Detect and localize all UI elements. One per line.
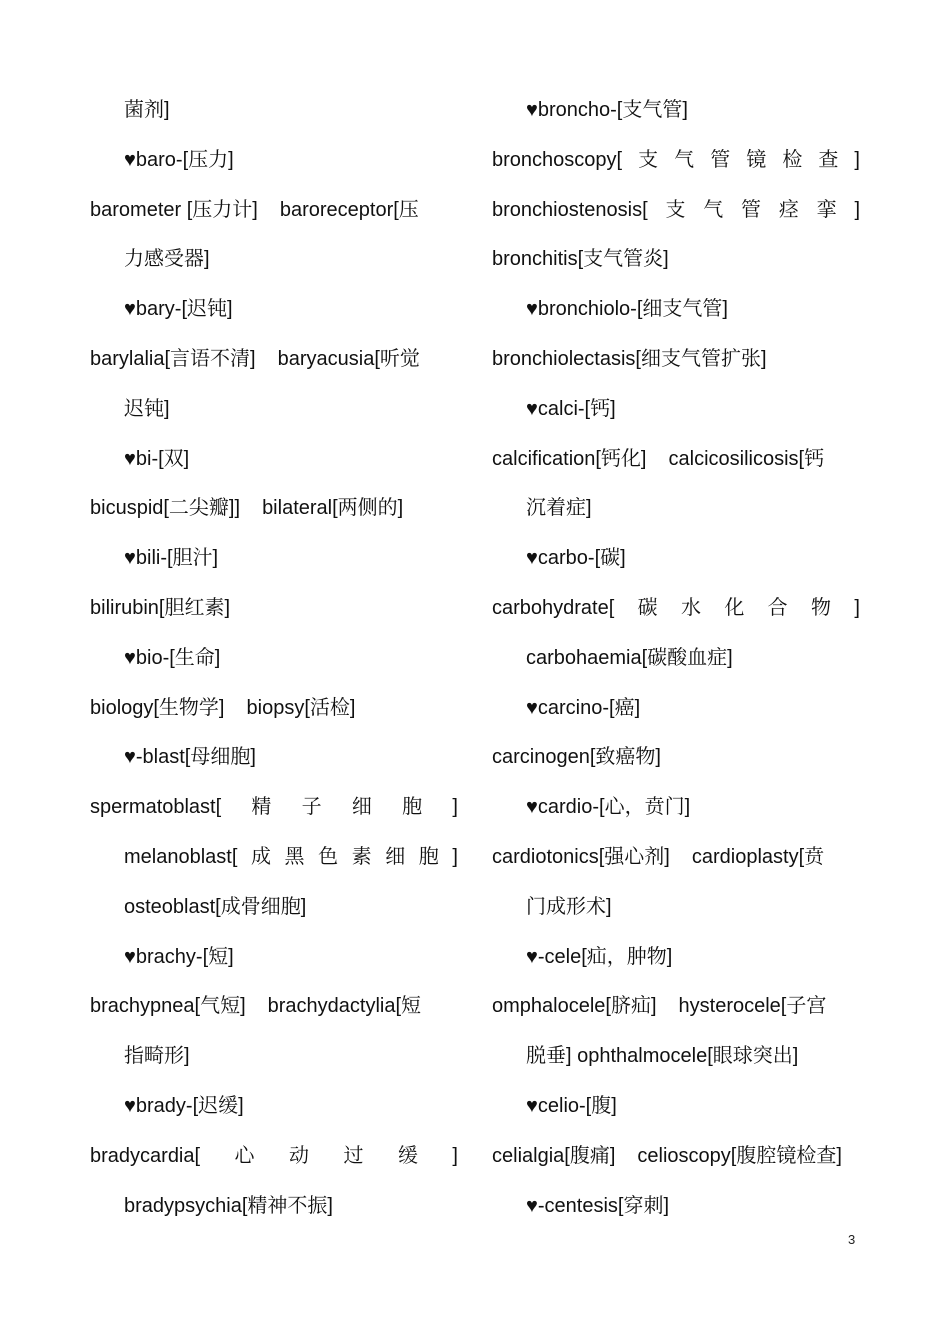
entry-line: ♥bio-[生命] xyxy=(124,646,221,669)
entry-line xyxy=(90,684,458,734)
entry-line: bradypsychia[精神不振] xyxy=(124,1194,333,1217)
justified-entry-line xyxy=(492,584,860,634)
term-token: 胞 xyxy=(402,796,423,819)
term-token: 胞 xyxy=(418,845,439,868)
term-token: ] xyxy=(452,1144,458,1167)
term-entry: hysterocele[子宫 xyxy=(678,995,827,1018)
entry-line: 菌剂] xyxy=(124,99,170,121)
term-token: 素 xyxy=(351,845,372,868)
term-token: melanoblast[ xyxy=(124,845,238,868)
entry-line: ♥brachy-[短] xyxy=(124,945,234,968)
term-token: bronchiostenosis[ xyxy=(492,198,648,221)
entry-line xyxy=(90,484,458,534)
entry-line: ♥brady-[迟缓] xyxy=(124,1094,244,1117)
term-token: 气 xyxy=(674,148,695,171)
term-token: 成 xyxy=(250,845,271,868)
term-token: 查 xyxy=(818,148,839,171)
justified-entry-line xyxy=(492,136,860,186)
term-token: 动 xyxy=(289,1144,309,1167)
entry-line xyxy=(492,1132,860,1182)
entry-line: ♥bary-[迟钝] xyxy=(124,298,233,321)
page-number: 3 xyxy=(848,1232,856,1247)
term-token: carbohydrate[ xyxy=(492,596,615,619)
entry-line xyxy=(492,733,860,783)
entry-line: 脱垂] ophthalmocele[眼球突出] xyxy=(526,1045,799,1068)
entry-line: ♥carcino-[癌] xyxy=(526,696,641,719)
term-token: 水 xyxy=(680,596,701,619)
term-entry: cardiotonics[强心剂] xyxy=(492,845,670,868)
term-entry: brachypnea[气短] xyxy=(90,995,246,1018)
term-token: 细 xyxy=(351,796,372,819)
entry-line xyxy=(90,335,458,385)
term-entry: celialgia[腹痛] xyxy=(492,1144,616,1167)
term-token: 镜 xyxy=(746,148,767,171)
term-entry: baryacusia[听觉 xyxy=(277,347,420,370)
term-token: 缓 xyxy=(397,1144,418,1167)
entry-line: ♥-blast[母细胞] xyxy=(124,746,256,769)
term-token: 挛 xyxy=(816,198,837,221)
term-entry: carcinogen[致癌物] xyxy=(492,746,661,769)
term-entry: barometer [压力计] xyxy=(90,198,258,221)
term-entry: celioscopy[腹腔镜检查] xyxy=(637,1144,842,1167)
entry-line: ♥bronchiolo-[细支气管] xyxy=(526,298,728,321)
entry-line xyxy=(492,833,860,883)
entry-line: ♥calci-[钙] xyxy=(526,397,616,420)
entry-line: carbohaemia[碳酸血症] xyxy=(526,646,733,669)
term-token: 细 xyxy=(385,845,406,868)
justified-entry-line xyxy=(90,1132,458,1182)
term-token: ] xyxy=(452,796,458,819)
term-token: ] xyxy=(854,198,860,221)
term-entry: brachydactylia[短 xyxy=(267,995,422,1018)
term-token: 管 xyxy=(710,148,731,171)
term-entry: bronchitis[支气管炎] xyxy=(492,248,669,271)
term-token: spermatoblast[ xyxy=(90,796,222,819)
term-entry: calcification[钙化] xyxy=(492,447,647,470)
entry-line: 门成形术] xyxy=(526,895,612,918)
justified-entry-line xyxy=(90,783,458,833)
term-token: 支 xyxy=(665,198,686,221)
term-token: 检 xyxy=(782,148,803,171)
term-entry: bilirubin[胆红素] xyxy=(90,596,231,619)
justified-entry-line xyxy=(492,186,860,236)
entry-line: ♥cardio-[心，贲门] xyxy=(526,796,691,819)
term-token: 心 xyxy=(234,1144,255,1167)
term-token: ] xyxy=(854,148,860,171)
entry-line: ♥bili-[胆汁] xyxy=(124,547,219,570)
term-token: 色 xyxy=(318,845,339,868)
entry-line: ♥baro-[压力] xyxy=(124,148,234,171)
entry-line: ♥celio-[腹] xyxy=(526,1094,617,1117)
term-token: 物 xyxy=(811,596,832,619)
right-column xyxy=(492,86,860,1231)
entry-line xyxy=(90,186,458,236)
term-entry: barylalia[言语不清] xyxy=(90,347,256,370)
entry-line: ♥bi-[双] xyxy=(124,447,190,470)
term-token: 合 xyxy=(767,596,788,619)
entry-line xyxy=(492,435,860,485)
term-entry: bilateral[两侧的] xyxy=(262,497,404,520)
entry-line xyxy=(492,235,860,285)
term-entry: omphalocele[脐疝] xyxy=(492,995,657,1018)
entry-line: ♥-centesis[穿刺] xyxy=(526,1194,670,1217)
entry-line: ♥carbo-[碳] xyxy=(526,547,626,570)
entry-line: 指畸形] xyxy=(124,1045,190,1068)
term-token: 精 xyxy=(251,796,272,819)
entry-line xyxy=(492,982,860,1032)
term-entry: cardioplasty[贲 xyxy=(691,845,825,868)
term-token: 子 xyxy=(301,796,322,819)
entry-line: osteoblast[成骨细胞] xyxy=(124,895,307,918)
left-column xyxy=(90,86,458,1231)
entry-line xyxy=(90,584,458,634)
entry-line: 迟钝] xyxy=(124,397,170,420)
term-entry: bicuspid[二尖瓣]] xyxy=(90,497,241,520)
entry-line xyxy=(492,335,860,385)
term-token: 碳 xyxy=(637,596,658,619)
term-token: 化 xyxy=(724,596,745,619)
term-token: 过 xyxy=(343,1144,364,1167)
entry-line: ♥broncho-[支气管] xyxy=(526,99,688,121)
term-token: 黑 xyxy=(284,845,305,868)
term-token: bronchoscopy[ xyxy=(492,148,623,171)
entry-line xyxy=(90,982,458,1032)
entry-line: ♥-cele[疝，肿物] xyxy=(526,945,673,968)
term-token: bradycardia[ xyxy=(90,1144,201,1167)
term-entry: bronchiolectasis[细支气管扩张] xyxy=(492,347,767,370)
justified-entry-line xyxy=(90,833,458,883)
term-token: 痉 xyxy=(778,198,799,221)
entry-line: 力感受器] xyxy=(124,248,210,271)
term-token: ] xyxy=(854,596,860,619)
term-entry: biology[生物学] xyxy=(90,696,225,719)
term-entry: calcicosilicosis[钙 xyxy=(668,447,825,470)
term-token: 支 xyxy=(638,148,659,171)
term-entry: baroreceptor[压 xyxy=(279,198,419,221)
term-token: 气 xyxy=(703,198,724,221)
entry-line: 沉着症] xyxy=(526,497,592,520)
term-token: ] xyxy=(452,845,458,868)
term-entry: biopsy[活检] xyxy=(246,696,356,719)
term-token: 管 xyxy=(741,198,762,221)
